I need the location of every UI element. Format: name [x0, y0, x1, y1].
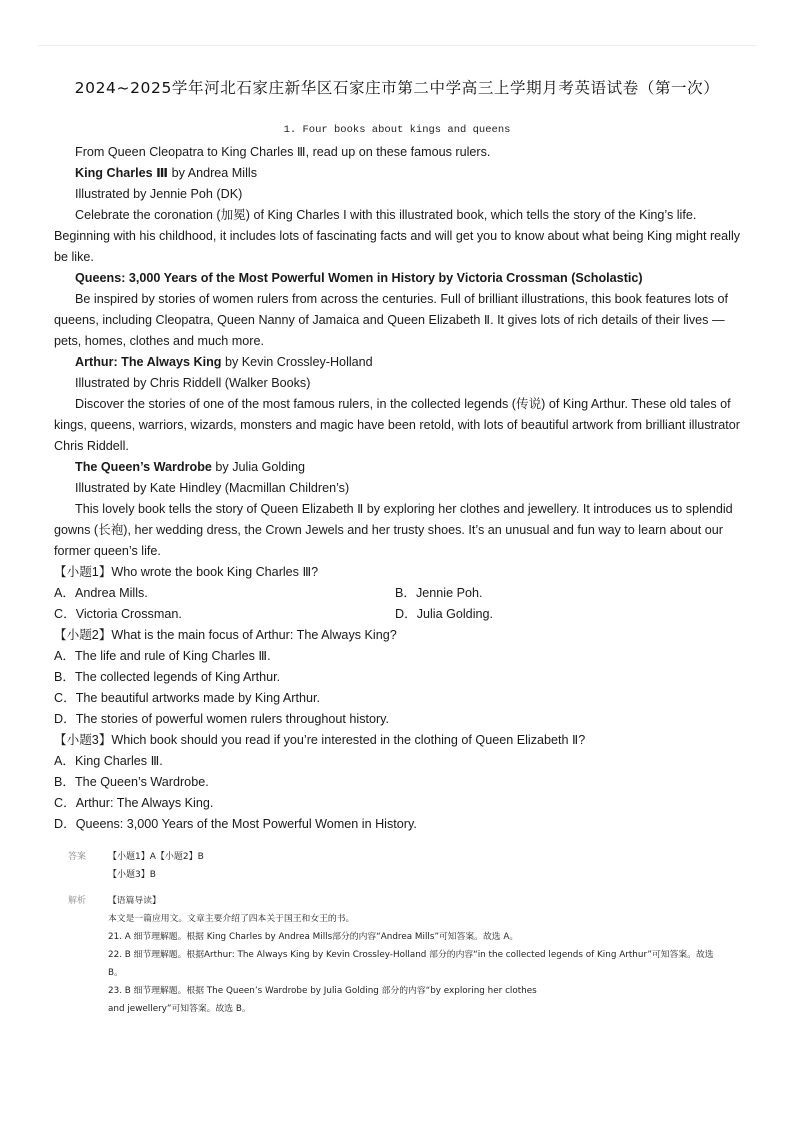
q1-options-row2: [54, 604, 742, 625]
book2-title: Queens: 3,000 Years of the Most Powerful Women in History by Victoria Crossman (Scholastic): [75, 271, 643, 285]
q1-option-b: B．Jennie Poh.: [395, 586, 483, 600]
book3-description: Discover the stories of one of the most famous rulers, in the collected legends (传说) of King Arthur. These old tales of kings, queens, warriors, wizards, monsters and magic have been retold, with lots of beautiful artwork from brilliant illustrator Chris Riddell.: [54, 397, 740, 453]
q3-option-c: C．Arthur: The Always King.: [54, 796, 214, 810]
book1-illustrator: Illustrated by Jennie Poh (DK): [75, 187, 243, 201]
q2-stem: 【小题2】What is the main focus of Arthur: The Always King?: [54, 628, 397, 642]
book1-description: Celebrate the coronation (加冕) of King Charles I with this illustrated book, which tells the story of the King’s life. Beginning with his childhood, it includes lots of fascinating facts and will get you to know about what being King might really be like.: [54, 208, 741, 264]
book4-heading: [54, 457, 742, 478]
q3-option-d: D．Queens: 3,000 Years of the Most Powerful Women in History.: [54, 817, 417, 831]
book4-title: The Queen’s Wardrobe: [75, 460, 212, 474]
q2-option-d: D．The stories of powerful women rulers throughout history.: [54, 712, 390, 726]
book4-author: by Julia Golding: [211, 460, 306, 474]
explanation-item-22: 22. B 细节理解题。根据Arthur: The Always King by Kevin Crossley-Holland 部分的内容“in the collected legends of King Arthur”可知答案。故选 B。: [108, 950, 714, 978]
question-heading: 1. Four books about kings and queens: [283, 124, 511, 136]
q2-option-c: C．The beautiful artworks made by King Arthur.: [54, 691, 320, 705]
explanation-label: 解析: [68, 896, 87, 906]
answer-line-1: 【小题1】A【小题2】B: [108, 852, 204, 862]
q1-option-d: D．Julia Golding.: [395, 607, 493, 621]
explanation-block: [108, 892, 728, 1018]
book3-author: by Kevin Crossley-Holland: [221, 355, 373, 369]
explanation-item-23: 23. B 细节理解题。根据 The Queen’s Wardrobe by Julia Golding 部分的内容“by exploring her clothes: [108, 986, 537, 996]
q1-stem: 【小题1】Who wrote the book King Charles Ⅲ?: [54, 565, 319, 579]
answer-line-2: 【小题3】B: [108, 870, 156, 880]
q3-option-b: B．The Queen’s Wardrobe.: [54, 775, 209, 789]
explanation-item-21: 21. A 细节理解题。根据 King Charles by Andrea Mills部分的内容“Andrea Mills”可知答案。故选 A。: [108, 932, 519, 942]
q3-option-a: A．King Charles Ⅲ.: [54, 754, 163, 768]
book3-title: Arthur: The Always King: [75, 355, 222, 369]
page-title: 2024~2025学年河北石家庄新华区石家庄市第二中学高三上学期月考英语试卷（第一次）: [74, 79, 720, 97]
explanation-heading: 【语篇导读】: [108, 896, 161, 906]
top-divider: [38, 45, 756, 46]
answer-label: 答案: [68, 852, 87, 862]
passage: [54, 142, 742, 835]
book3-illustrator: Illustrated by Chris Riddell (Walker Books): [75, 376, 311, 390]
book3-heading: [54, 352, 742, 373]
book4-description: This lovely book tells the story of Queen Elizabeth Ⅱ by exploring her clothes and jewellery. It introduces us to splendid gowns (长袍), her wedding dress, the Crown Jewels and her trusty shoes. It’s an unusual and fun way to learn about our former queen’s life.: [54, 502, 733, 558]
q1-options-row1: [54, 583, 742, 604]
q1-option-a: A．Andrea Mills.: [54, 586, 148, 600]
q1-option-c: C．Victoria Crossman.: [54, 607, 182, 621]
q3-stem: 【小题3】Which book should you read if you’re interested in the clothing of Queen Elizabeth Ⅱ?: [54, 733, 586, 747]
q2-option-a: A．The life and rule of King Charles Ⅲ.: [54, 649, 271, 663]
explanation-item-23-cont: and jewellery”可知答案。故选 B。: [108, 1004, 251, 1014]
book1-title: King Charles Ⅲ: [75, 166, 169, 180]
book4-illustrator: Illustrated by Kate Hindley (Macmillan Children’s): [75, 481, 350, 495]
explanation-summary: 本文是一篇应用文。文章主要介绍了四本关于国王和女王的书。: [108, 914, 355, 924]
intro-text: From Queen Cleopatra to King Charles Ⅲ, read up on these famous rulers.: [75, 145, 491, 159]
book2-heading: [54, 268, 742, 289]
q2-option-b: B．The collected legends of King Arthur.: [54, 670, 281, 684]
book1-author: by Andrea Mills: [168, 166, 257, 180]
book2-description: Be inspired by stories of women rulers from across the centuries. Full of brilliant illustrations, this book features lots of queens, including Cleopatra, Queen Nanny of Jamaica and Queen Elizabeth Ⅱ. It gives lots of rich details of their lives — pets, homes, clothes and much more.: [54, 292, 729, 348]
book1-heading: [54, 163, 742, 184]
